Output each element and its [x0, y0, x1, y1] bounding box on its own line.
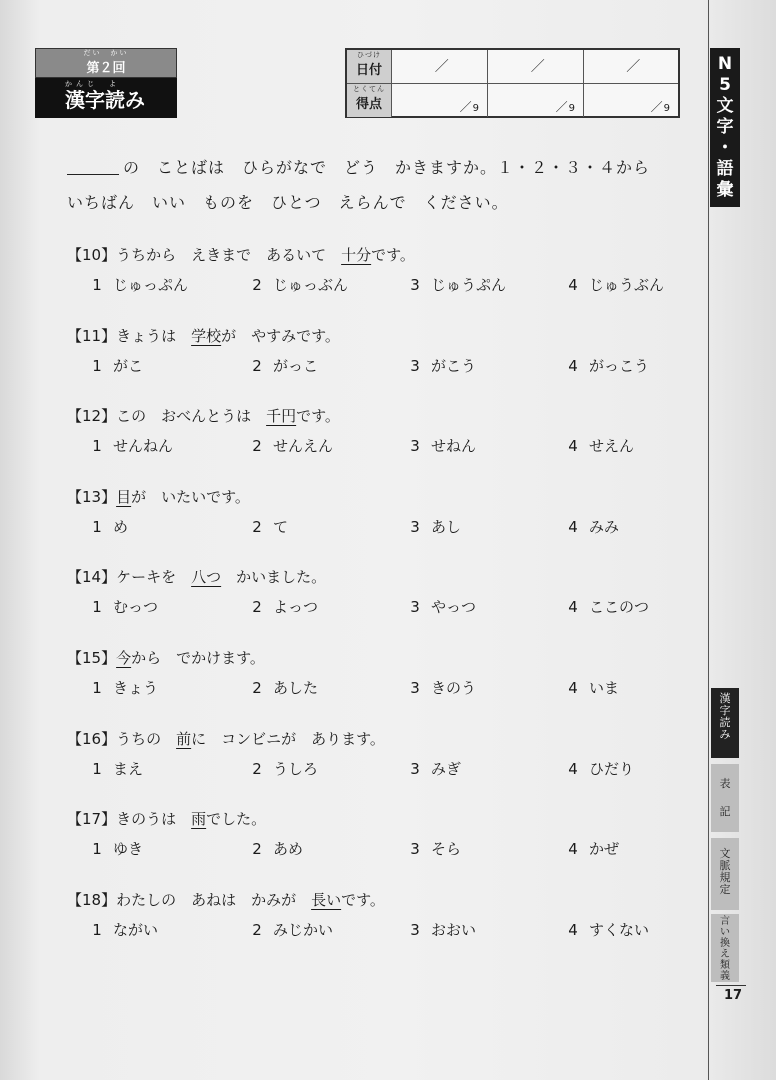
tab-char: 脈 — [719, 859, 731, 872]
chapter-sidebar — [710, 48, 740, 207]
question-item — [67, 885, 697, 966]
instructions — [67, 150, 697, 220]
question-item — [67, 321, 697, 402]
option-number: 4 — [568, 598, 578, 617]
question-text: この おべんとうは — [116, 407, 267, 426]
option-text: がこ — [113, 356, 144, 375]
chapter-title — [710, 48, 740, 207]
option-text: まえ — [113, 759, 144, 778]
question-target-word: 目 — [116, 487, 132, 506]
answer-option[interactable] — [399, 915, 476, 945]
answer-option[interactable] — [241, 351, 318, 381]
option-number: 2 — [252, 678, 262, 697]
answer-options — [67, 915, 697, 945]
option-number: 3 — [410, 759, 420, 778]
option-number: 1 — [92, 920, 102, 939]
answer-option[interactable] — [241, 754, 318, 784]
option-number: 2 — [252, 598, 262, 617]
lesson-number: 第２回 — [86, 61, 126, 76]
option-number: 2 — [252, 759, 262, 778]
option-text: て — [273, 517, 289, 536]
score-label-cell — [347, 84, 392, 117]
date-cell[interactable] — [584, 50, 678, 83]
tab-char: い — [720, 927, 730, 938]
tab-char: 言 — [720, 916, 730, 927]
date-label-cell — [347, 50, 392, 83]
answer-option[interactable] — [399, 270, 506, 300]
option-text: ひだり — [589, 759, 635, 778]
tab-char: 字 — [719, 704, 731, 717]
tab-char: 規 — [719, 871, 731, 884]
question-stem — [67, 724, 697, 754]
question-stem — [67, 482, 697, 512]
date-slash: ／ — [530, 59, 545, 75]
score-denominator: ／ 9 — [651, 98, 670, 115]
lesson-header — [35, 48, 177, 118]
question-target-word: 学校 — [191, 326, 222, 345]
option-text: おおい — [431, 920, 477, 939]
answer-option[interactable] — [241, 431, 333, 461]
option-text: せんえん — [273, 437, 334, 456]
question-item — [67, 240, 697, 321]
question-number: 【13】 — [67, 487, 117, 506]
answer-option[interactable] — [557, 673, 619, 703]
answer-option[interactable] — [399, 834, 461, 864]
page-edge-line — [708, 0, 709, 1080]
question-text: でした。 — [206, 810, 267, 829]
question-target-word: 雨 — [191, 810, 207, 829]
section-title-box — [35, 78, 177, 118]
option-text: め — [113, 517, 129, 536]
answer-options — [67, 512, 697, 542]
option-text: せんねん — [113, 437, 174, 456]
question-stem — [67, 240, 697, 270]
tab-context[interactable] — [711, 838, 739, 910]
option-number: 2 — [252, 437, 262, 456]
answer-option[interactable] — [557, 754, 634, 784]
tab-char: え — [720, 949, 730, 960]
question-item — [67, 562, 697, 643]
question-item — [67, 643, 697, 724]
date-slash: ／ — [626, 59, 641, 75]
question-number: 【16】 — [67, 729, 117, 748]
question-number: 【14】 — [67, 568, 117, 587]
option-text: じゅっぷん — [113, 276, 189, 294]
option-text: すくない — [589, 920, 650, 939]
option-number: 3 — [410, 356, 420, 375]
chapter-title-char: 語 — [716, 159, 734, 179]
option-number: 4 — [568, 517, 578, 536]
score-cell[interactable] — [392, 84, 488, 117]
question-number: 【12】 — [67, 407, 117, 426]
chapter-title-char: 字 — [716, 117, 734, 137]
option-text: うしろ — [273, 759, 319, 778]
question-text: かいました。 — [221, 568, 327, 587]
option-number: 1 — [92, 517, 102, 536]
answer-option[interactable] — [241, 592, 318, 622]
chapter-title-char: ・ — [716, 138, 734, 158]
answer-option[interactable] — [399, 673, 476, 703]
option-text: ながい — [113, 920, 159, 939]
question-item — [67, 482, 697, 563]
tab-notation[interactable] — [711, 764, 739, 832]
answer-options — [67, 592, 697, 622]
tab-char: 漢 — [719, 692, 731, 705]
option-text: そら — [431, 840, 462, 859]
option-text: あし — [431, 517, 462, 536]
option-text: みじかい — [273, 920, 334, 939]
answer-option[interactable] — [81, 754, 143, 784]
question-target-word: 十分 — [341, 246, 372, 264]
option-number: 2 — [252, 276, 262, 294]
question-target-word: 前 — [176, 729, 192, 748]
tab-char: 換 — [720, 938, 730, 949]
question-target-word: 千円 — [266, 407, 297, 426]
option-text: がっこう — [589, 356, 650, 375]
option-number: 1 — [92, 759, 102, 778]
option-text: ゆき — [113, 840, 144, 859]
date-cell[interactable] — [392, 50, 488, 83]
question-stem — [67, 321, 697, 351]
option-text: あめ — [273, 840, 304, 859]
answer-option[interactable] — [557, 915, 649, 945]
option-text: いま — [589, 678, 620, 697]
score-row — [347, 84, 678, 117]
question-text: きょうは — [116, 326, 192, 345]
option-number: 1 — [92, 840, 102, 859]
question-number: 【15】 — [67, 648, 117, 667]
option-text: みぎ — [431, 759, 462, 778]
option-number: 4 — [568, 840, 578, 859]
answer-option[interactable] — [399, 351, 476, 381]
question-text: に コンビニが あります。 — [191, 729, 385, 748]
answer-options — [67, 270, 697, 300]
answer-options — [67, 754, 697, 784]
score-cell[interactable] — [488, 84, 584, 117]
section-ruby: かんじ よ — [65, 80, 120, 88]
option-text: じゅっぶん — [273, 276, 349, 294]
tab-paraphrase[interactable] — [711, 914, 739, 982]
option-number: 4 — [568, 678, 578, 697]
tab-kanji-reading[interactable] — [711, 688, 739, 758]
option-number: 1 — [92, 356, 102, 375]
option-number: 1 — [92, 276, 102, 294]
option-text: がこう — [431, 356, 477, 375]
question-text: が やすみです。 — [221, 326, 340, 345]
question-text: ケーキを — [116, 568, 192, 587]
answer-option[interactable] — [399, 512, 461, 542]
tab-char: 記 — [719, 805, 731, 818]
page-number-rule — [716, 985, 746, 986]
chapter-title-char: 彙 — [716, 180, 734, 200]
answer-option[interactable] — [557, 592, 649, 622]
option-text: みみ — [589, 517, 620, 536]
score-denominator: ／ 9 — [460, 98, 479, 115]
score-label: 得点 — [355, 97, 382, 112]
answer-option[interactable] — [241, 512, 288, 542]
question-text: うちの — [116, 729, 177, 748]
tab-char: 義 — [720, 971, 730, 982]
score-cell[interactable] — [584, 84, 678, 117]
answer-option[interactable] — [81, 592, 158, 622]
chapter-title-char: 文 — [716, 96, 734, 116]
question-stem — [67, 643, 697, 673]
chapter-title-char: 5 — [719, 75, 731, 95]
option-number: 1 — [92, 598, 102, 617]
instruction-line-2: いちばん いい ものを ひとつ えらんで ください。 — [67, 193, 509, 212]
page-number: 17 — [724, 988, 743, 1003]
tab-char: 類 — [720, 960, 730, 971]
question-text: きのうは — [116, 810, 192, 829]
option-number: 3 — [410, 276, 420, 294]
tab-char: 表 — [719, 777, 731, 790]
question-target-word: 八つ — [191, 568, 222, 587]
answer-option[interactable] — [81, 834, 143, 864]
date-ruby: ひづけ — [357, 51, 381, 59]
tab-char: 文 — [719, 847, 731, 860]
answer-option[interactable] — [399, 431, 476, 461]
question-number: 【10】 — [67, 246, 117, 264]
option-number: 4 — [568, 759, 578, 778]
answer-option[interactable] — [81, 431, 173, 461]
answer-options — [67, 834, 697, 864]
option-text: じゅうぶん — [589, 276, 665, 294]
option-text: よっつ — [273, 598, 319, 617]
question-target-word: 長い — [311, 890, 342, 909]
answer-option[interactable] — [557, 351, 649, 381]
answer-option[interactable] — [81, 270, 188, 300]
date-row — [347, 50, 678, 84]
option-number: 4 — [568, 437, 578, 456]
answer-option[interactable] — [241, 673, 318, 703]
question-stem — [67, 804, 697, 834]
question-item — [67, 804, 697, 885]
option-number: 4 — [568, 920, 578, 939]
score-ruby: とくてん — [353, 85, 385, 93]
answer-option[interactable] — [399, 754, 461, 784]
question-item — [67, 724, 697, 805]
answer-options — [67, 351, 697, 381]
question-number: 【18】 — [67, 890, 117, 909]
option-number: 1 — [92, 678, 102, 697]
answer-option[interactable] — [81, 512, 128, 542]
answer-option[interactable] — [241, 915, 333, 945]
instruction-text-1: の ことばは ひらがなで どう かきますか。１・２・３・４から — [123, 158, 651, 177]
section-title: 漢字読み — [65, 88, 145, 112]
date-slash: ／ — [434, 59, 449, 75]
option-text: かぜ — [589, 840, 620, 859]
option-text: じゅうぷん — [431, 276, 507, 294]
question-text: わたしの あねは かみが — [116, 890, 312, 909]
option-number: 3 — [410, 598, 420, 617]
blank-line — [67, 158, 119, 175]
question-target-word: 今 — [116, 648, 132, 667]
answer-option[interactable] — [557, 512, 619, 542]
question-text: です。 — [296, 407, 340, 426]
answer-options — [67, 673, 697, 703]
answer-option[interactable] — [557, 270, 664, 300]
option-text: せねん — [431, 437, 477, 456]
tab-char: 定 — [719, 883, 731, 896]
question-list — [67, 240, 697, 965]
question-text: が いたいです。 — [131, 487, 250, 506]
answer-option[interactable] — [241, 270, 348, 300]
answer-option[interactable] — [399, 592, 476, 622]
option-number: 2 — [252, 356, 262, 375]
option-number: 2 — [252, 517, 262, 536]
answer-option[interactable] — [241, 834, 303, 864]
question-item — [67, 401, 697, 482]
answer-option[interactable] — [81, 351, 143, 381]
question-number: 【11】 — [67, 326, 117, 345]
option-number: 4 — [568, 356, 578, 375]
option-number: 2 — [252, 920, 262, 939]
option-text: ここのつ — [589, 598, 650, 617]
chapter-title-char: N — [717, 54, 733, 74]
option-number: 3 — [410, 920, 420, 939]
option-number: 3 — [410, 437, 420, 456]
answer-options — [67, 431, 697, 461]
instruction-line-1 — [67, 150, 697, 185]
question-text: です。 — [341, 890, 385, 909]
answer-option[interactable] — [557, 431, 634, 461]
score-table — [345, 48, 680, 118]
question-text: です。 — [371, 246, 415, 264]
question-stem — [67, 885, 697, 915]
answer-option[interactable] — [557, 834, 619, 864]
date-cell[interactable] — [488, 50, 584, 83]
date-label: 日付 — [355, 63, 382, 78]
option-text: むっつ — [113, 598, 159, 617]
tab-char: み — [719, 728, 731, 741]
tab-char: 読 — [719, 716, 731, 729]
option-text: がっこ — [273, 356, 319, 375]
question-text: から でかけます。 — [131, 648, 265, 667]
lesson-number-box — [35, 48, 177, 78]
question-stem — [67, 562, 697, 592]
option-text: せえん — [589, 437, 635, 456]
option-text: きょう — [113, 678, 159, 697]
option-number: 3 — [410, 840, 420, 859]
option-number: 3 — [410, 678, 420, 697]
answer-option[interactable] — [81, 673, 158, 703]
option-number: 4 — [568, 276, 578, 294]
option-text: やっつ — [431, 598, 477, 617]
option-text: あした — [273, 678, 319, 697]
option-number: 3 — [410, 517, 420, 536]
score-denominator: ／ 9 — [556, 98, 575, 115]
question-stem — [67, 401, 697, 431]
question-text: うちから えきまで あるいて — [116, 246, 342, 264]
option-number: 1 — [92, 437, 102, 456]
answer-option[interactable] — [81, 915, 158, 945]
option-number: 2 — [252, 840, 262, 859]
question-number: 【17】 — [67, 810, 117, 829]
option-text: きのう — [431, 678, 477, 697]
lesson-ruby: だい かい — [83, 49, 129, 57]
